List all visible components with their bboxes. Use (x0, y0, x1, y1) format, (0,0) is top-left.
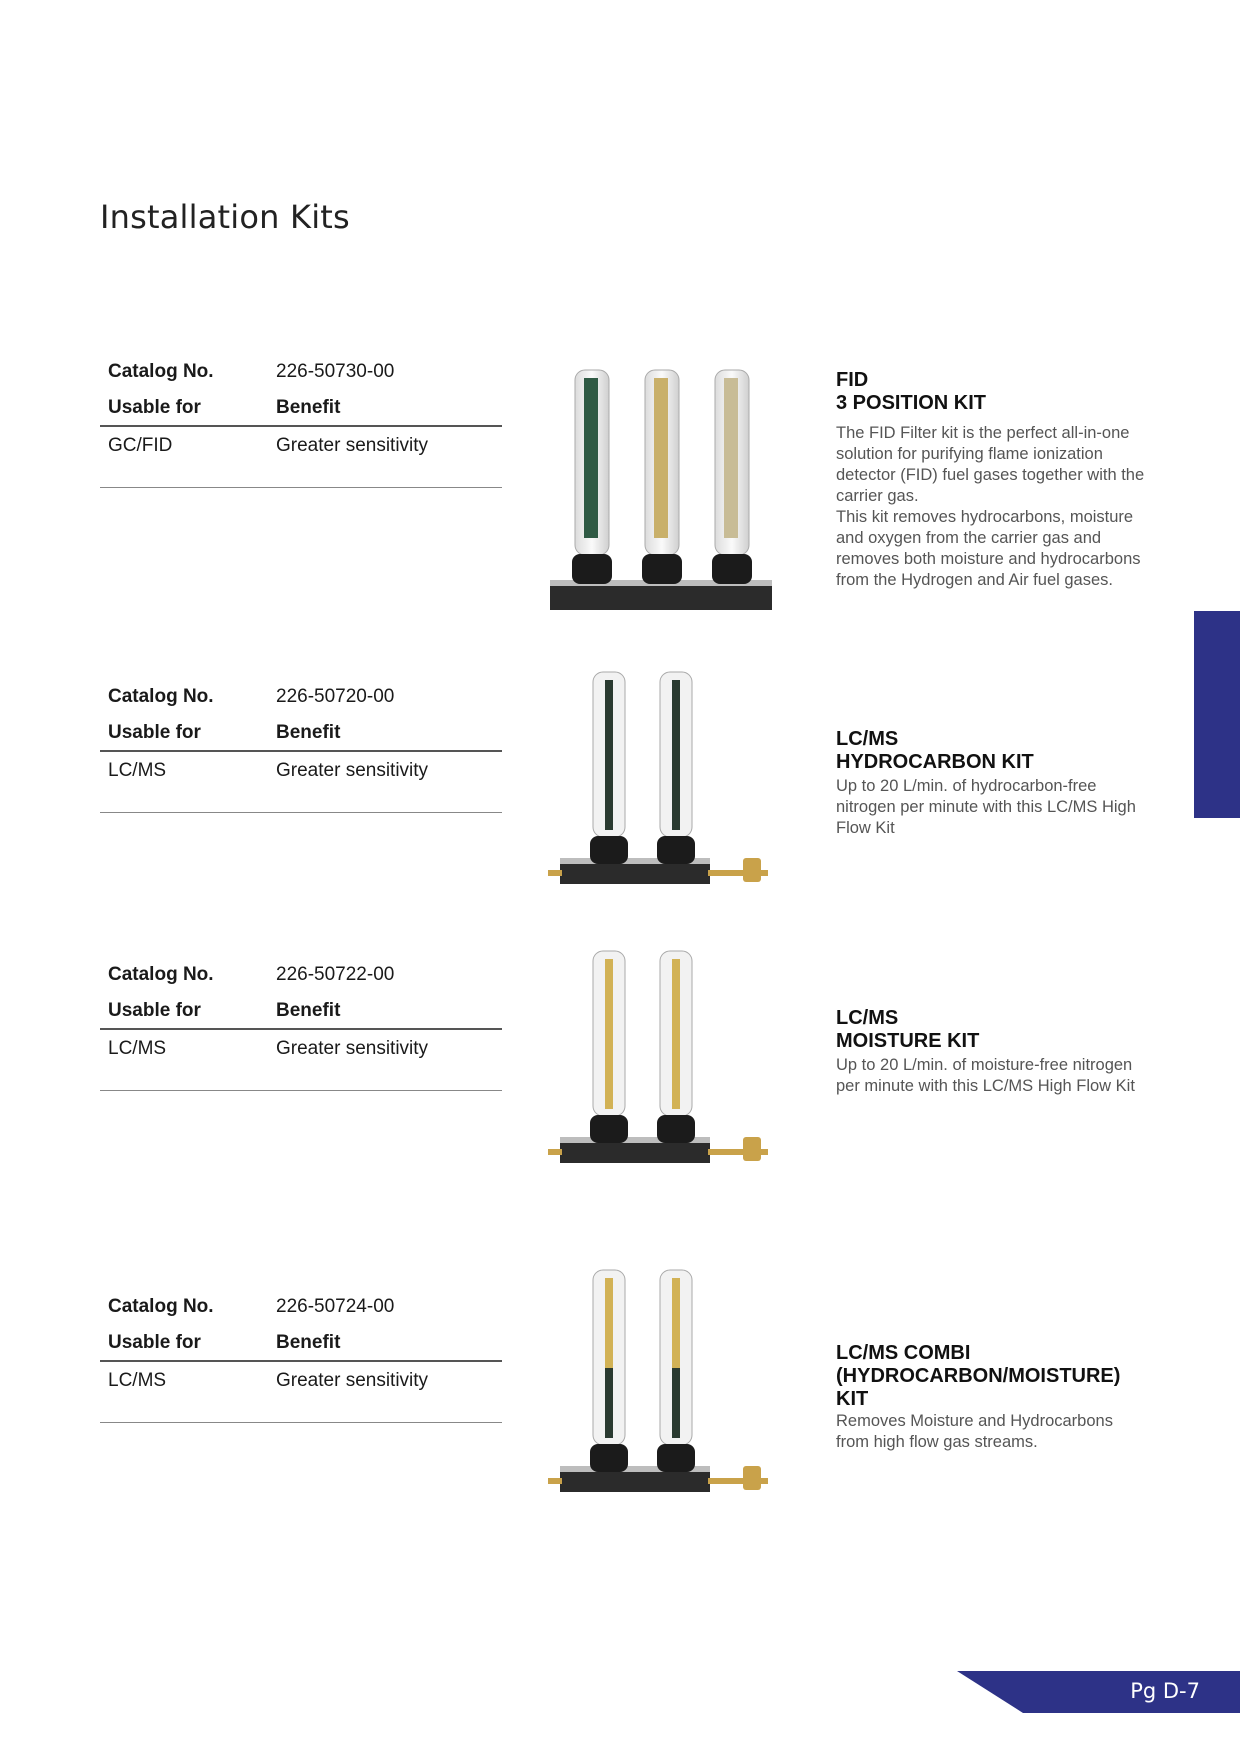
kit-description-text: Up to 20 L/min. of moisture-free nitrogen per minute with this LC/MS High Flow Kit (836, 1056, 1135, 1095)
kit-2-description (836, 728, 1146, 839)
table-bottom-rule (100, 812, 502, 813)
kit-name-line1: LC/MS COMBI (836, 1342, 971, 1364)
catalog-number: 226-50724-00 (276, 1296, 395, 1317)
table-bottom-rule (100, 1090, 502, 1091)
kit-name-line2: 3 POSITION KIT (836, 392, 987, 414)
kit-1-spec-table (100, 353, 502, 463)
table-row (100, 1030, 502, 1066)
usable-for-header: Usable for (108, 1000, 201, 1021)
catalog-label: Catalog No. (108, 686, 214, 707)
table-header (100, 389, 502, 427)
table-row (100, 1362, 502, 1398)
usable-for-value: LC/MS (108, 1038, 167, 1059)
benefit-value: Greater sensitivity (276, 1038, 429, 1059)
benefit-value: Greater sensitivity (276, 760, 429, 781)
lcms-moisture-filter-kit-icon (548, 949, 780, 1176)
usable-for-value: GC/FID (108, 435, 173, 456)
benefit-header: Benefit (276, 722, 341, 743)
page-title: Installation Kits (100, 198, 350, 236)
fid-3-position-filter-kit-icon (548, 368, 780, 617)
table-header (100, 714, 502, 752)
catalog-number: 226-50720-00 (276, 686, 395, 707)
section-side-tab (1194, 611, 1240, 818)
kit-4-description (836, 1342, 1146, 1453)
table-row (100, 427, 502, 463)
kit-name-line2: HYDROCARBON KIT (836, 751, 1034, 773)
kit-name-line3: KIT (836, 1388, 869, 1410)
kit-2-spec-table (100, 678, 502, 788)
catalog-row (100, 353, 502, 389)
kit-4-spec-table (100, 1288, 502, 1398)
benefit-value: Greater sensitivity (276, 435, 429, 456)
usable-for-header: Usable for (108, 722, 201, 743)
usable-for-header: Usable for (108, 1332, 201, 1353)
kit-name-line1: LC/MS (836, 728, 899, 750)
table-header (100, 992, 502, 1030)
catalog-number: 226-50730-00 (276, 361, 395, 382)
kit-name-line2: MOISTURE KIT (836, 1030, 980, 1052)
kit-description-text: Up to 20 L/min. of hydrocarbon-free nitrogen per minute with this LC/MS High Flow Kit (836, 777, 1136, 837)
benefit-header: Benefit (276, 1332, 341, 1353)
kit-3-spec-table (100, 956, 502, 1066)
table-header (100, 1324, 502, 1362)
catalog-row (100, 1288, 502, 1324)
benefit-header: Benefit (276, 1000, 341, 1021)
table-bottom-rule (100, 1422, 502, 1423)
lcms-hydrocarbon-filter-kit-icon (548, 670, 780, 897)
kit-name-line2: (HYDROCARBON/MOISTURE) (836, 1365, 1121, 1387)
kit-name-line1: LC/MS (836, 1007, 899, 1029)
usable-for-header: Usable for (108, 397, 201, 418)
catalog-label: Catalog No. (108, 361, 214, 382)
catalog-row (100, 678, 502, 714)
catalog-row (100, 956, 502, 992)
kit-3-description (836, 1007, 1146, 1097)
lcms-combi-filter-kit-icon (548, 1268, 780, 1505)
usable-for-value: LC/MS (108, 1370, 167, 1391)
page-number: Pg D-7 (1130, 1679, 1200, 1703)
table-row (100, 752, 502, 788)
benefit-value: Greater sensitivity (276, 1370, 429, 1391)
usable-for-value: LC/MS (108, 760, 167, 781)
catalog-label: Catalog No. (108, 964, 214, 985)
benefit-header: Benefit (276, 397, 341, 418)
catalog-label: Catalog No. (108, 1296, 214, 1317)
table-bottom-rule (100, 487, 502, 488)
kit-description-text: The FID Filter kit is the perfect all-in-one solution for purifying flame ionization detector (FID) fuel gases together with the carrier gas. This kit removes hydrocarbons, moisture and oxygen from the carrier gas and removes both moisture and hydrocarbons from the Hydrogen and Air fuel gases. (836, 424, 1145, 589)
kit-1-description (836, 369, 1146, 591)
page-number-tab (957, 1671, 1240, 1713)
kit-description-text: Removes Moisture and Hydrocarbons from high flow gas streams. (836, 1412, 1113, 1451)
kit-name-line1: FID (836, 369, 869, 391)
catalog-number: 226-50722-00 (276, 964, 395, 985)
